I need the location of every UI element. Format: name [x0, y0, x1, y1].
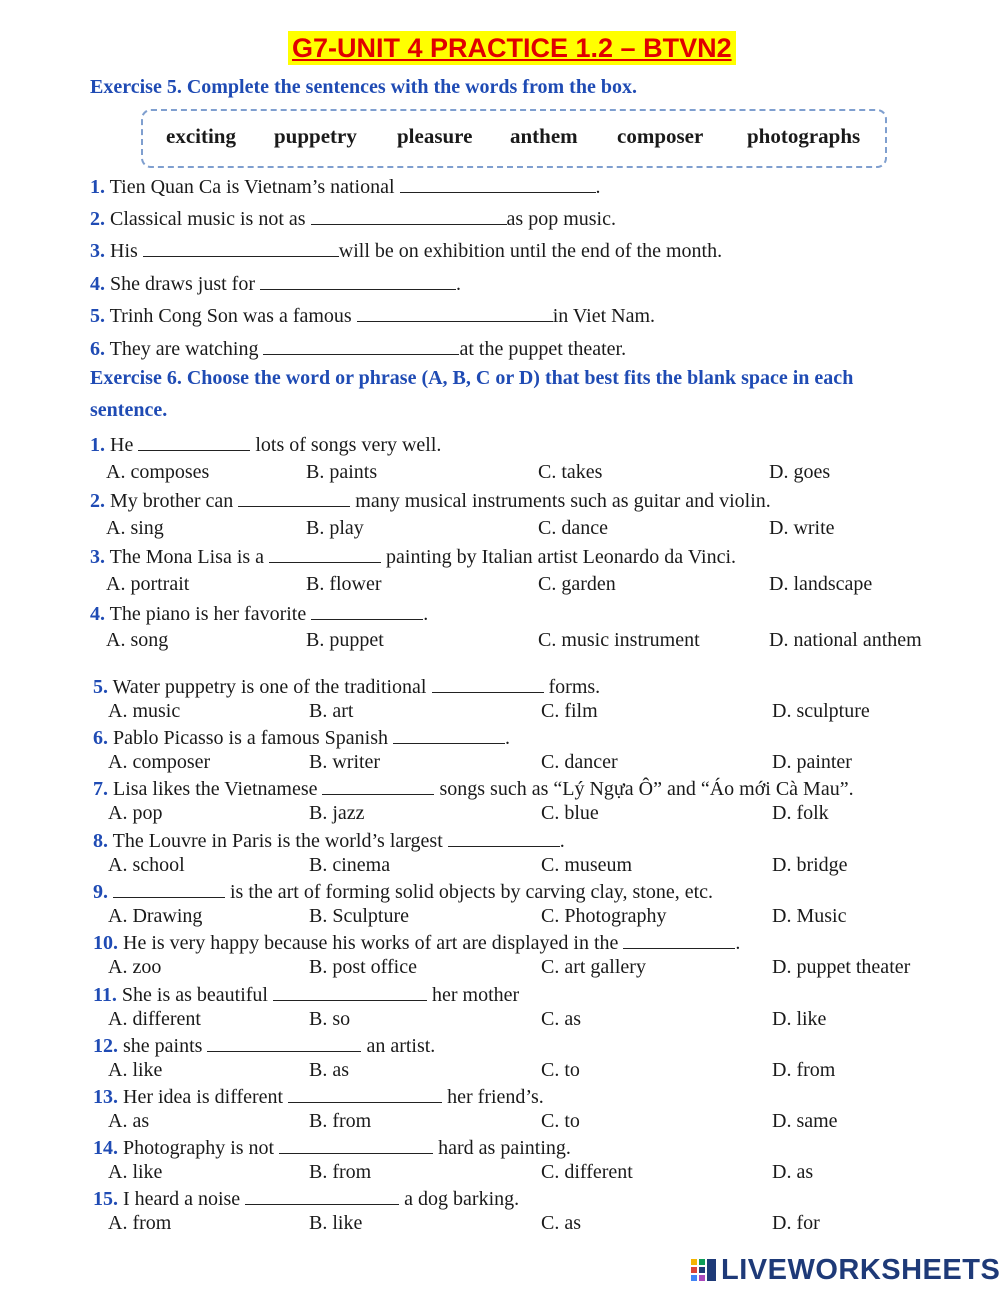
option[interactable]: A. song	[106, 629, 169, 651]
option[interactable]: C. to	[541, 1110, 580, 1132]
word-box-item: pleasure	[397, 124, 473, 148]
question: 1. He lots of songs very well.	[90, 430, 441, 458]
ex5-sentence: 2. Classical music is not as as pop music.	[90, 204, 616, 232]
question: 10. He is very happy because his works of art are displayed in the .	[93, 928, 740, 956]
option[interactable]: D. painter	[772, 751, 852, 773]
option[interactable]: B. like	[309, 1212, 363, 1234]
option[interactable]: C. music instrument	[538, 629, 700, 651]
option[interactable]: C. dance	[538, 517, 608, 539]
option[interactable]: A. like	[108, 1059, 163, 1081]
question: 2. My brother can many musical instruments such as guitar and violin.	[90, 486, 771, 514]
option[interactable]: C. art gallery	[541, 956, 646, 978]
answer-blank[interactable]	[273, 980, 427, 1001]
answer-blank[interactable]	[263, 334, 459, 355]
option[interactable]: C. as	[541, 1008, 581, 1030]
option[interactable]: B. jazz	[309, 802, 365, 824]
answer-blank[interactable]	[288, 1082, 442, 1103]
ex5-sentence: 5. Trinh Cong Son was a famous in Viet Nam.	[90, 301, 655, 329]
answer-blank[interactable]	[432, 672, 544, 693]
answer-blank[interactable]	[138, 430, 250, 451]
word-box-item: exciting	[166, 124, 236, 148]
answer-blank[interactable]	[143, 236, 339, 257]
question: 5. Water puppetry is one of the traditional forms.	[93, 672, 600, 700]
word-box-item: composer	[617, 124, 704, 148]
option[interactable]: D. from	[772, 1059, 836, 1081]
option[interactable]: C. dancer	[541, 751, 618, 773]
answer-blank[interactable]	[322, 774, 434, 795]
exercise-5-heading: Exercise 5. Complete the sentences with the words from the box.	[90, 76, 637, 98]
exercise-6-heading-cont: sentence.	[90, 399, 168, 421]
option[interactable]: A. from	[108, 1212, 172, 1234]
option[interactable]: D. like	[772, 1008, 827, 1030]
answer-blank[interactable]	[279, 1133, 433, 1154]
option[interactable]: A. sing	[106, 517, 164, 539]
option[interactable]: D. as	[772, 1161, 814, 1183]
answer-blank[interactable]	[245, 1184, 399, 1205]
option[interactable]: B. flower	[306, 573, 382, 595]
word-box-item: puppetry	[274, 124, 357, 148]
option[interactable]: C. different	[541, 1161, 633, 1183]
option[interactable]: A. like	[108, 1161, 163, 1183]
option[interactable]: D. Music	[772, 905, 847, 927]
question: 11. She is as beautiful her mother	[93, 980, 519, 1008]
answer-blank[interactable]	[448, 826, 560, 847]
option[interactable]: A. school	[108, 854, 185, 876]
answer-blank[interactable]	[260, 269, 456, 290]
exercise-6-heading: Exercise 6. Choose the word or phrase (A, B, C or D) that best fits the blank space in each	[90, 367, 854, 389]
option[interactable]: A. pop	[108, 802, 163, 824]
option[interactable]: A. zoo	[108, 956, 162, 978]
question: 7. Lisa likes the Vietnamese songs such as “Lý Ngựa Ô” and “Áo mới Cà Mau”.	[93, 774, 854, 802]
page-title: G7-UNIT 4 PRACTICE 1.2 – BTVN2	[288, 31, 736, 65]
option[interactable]: B. play	[306, 517, 364, 539]
option[interactable]: B. paints	[306, 461, 378, 483]
answer-blank[interactable]	[113, 877, 225, 898]
option[interactable]: D. for	[772, 1212, 820, 1234]
option[interactable]: D. same	[772, 1110, 838, 1132]
option[interactable]: C. blue	[541, 802, 599, 824]
option[interactable]: D. sculpture	[772, 700, 870, 722]
option[interactable]: D. landscape	[769, 573, 873, 595]
option[interactable]: D. national anthem	[769, 629, 922, 651]
answer-blank[interactable]	[238, 486, 350, 507]
option[interactable]: B. puppet	[306, 629, 384, 651]
option[interactable]: B. cinema	[309, 854, 391, 876]
option[interactable]: B. from	[309, 1110, 372, 1132]
option[interactable]: B. writer	[309, 751, 381, 773]
question: 6. Pablo Picasso is a famous Spanish .	[93, 723, 510, 751]
ex5-sentence: 4. She draws just for .	[90, 269, 461, 297]
option[interactable]: A. Drawing	[108, 905, 203, 927]
question: 3. The Mona Lisa is a painting by Italian artist Leonardo da Vinci.	[90, 542, 736, 570]
option[interactable]: C. garden	[538, 573, 616, 595]
ex5-sentence: 6. They are watching at the puppet theater.	[90, 334, 626, 362]
option[interactable]: C. to	[541, 1059, 580, 1081]
logo-text: LIVEWORKSHEETS	[721, 1253, 1000, 1286]
option[interactable]: A. composes	[106, 461, 210, 483]
logo-icon	[690, 1256, 718, 1284]
option[interactable]: B. post office	[309, 956, 417, 978]
question: 13. Her idea is different her friend’s.	[93, 1082, 544, 1110]
answer-blank[interactable]	[269, 542, 381, 563]
answer-blank[interactable]	[393, 723, 505, 744]
option[interactable]: B. as	[309, 1059, 349, 1081]
answer-blank[interactable]	[311, 599, 423, 620]
option[interactable]: A. as	[108, 1110, 150, 1132]
option[interactable]: C. as	[541, 1212, 581, 1234]
ex5-sentence: 1. Tien Quan Ca is Vietnam’s national .	[90, 172, 601, 200]
option[interactable]: B. from	[309, 1161, 372, 1183]
answer-blank[interactable]	[400, 172, 596, 193]
option[interactable]: C. Photography	[541, 905, 667, 927]
option[interactable]: A. composer	[108, 751, 211, 773]
option[interactable]: D. goes	[769, 461, 831, 483]
option[interactable]: A. music	[108, 700, 181, 722]
liveworksheets-logo[interactable]	[690, 1253, 1000, 1287]
question: 9. is the art of forming solid objects by carving clay, stone, etc.	[93, 877, 713, 905]
option[interactable]: A. different	[108, 1008, 201, 1030]
ex5-sentence: 3. His will be on exhibition until the end of the month.	[90, 236, 722, 264]
answer-blank[interactable]	[623, 928, 735, 949]
question: 14. Photography is not hard as painting.	[93, 1133, 571, 1161]
option[interactable]: C. museum	[541, 854, 633, 876]
answer-blank[interactable]	[357, 301, 553, 322]
option[interactable]: C. takes	[538, 461, 603, 483]
option[interactable]: A. portrait	[106, 573, 190, 595]
answer-blank[interactable]	[311, 204, 507, 225]
option[interactable]: B. so	[309, 1008, 351, 1030]
option[interactable]: C. film	[541, 700, 598, 722]
option[interactable]: D. write	[769, 517, 835, 539]
question: 12. she paints an artist.	[93, 1031, 435, 1059]
option[interactable]: D. folk	[772, 802, 829, 824]
option[interactable]: D. bridge	[772, 854, 848, 876]
option[interactable]: B. art	[309, 700, 354, 722]
word-box-item: photographs	[747, 124, 861, 148]
answer-blank[interactable]	[207, 1031, 361, 1052]
question: 8. The Louvre in Paris is the world’s largest .	[93, 826, 565, 854]
question: 15. I heard a noise a dog barking.	[93, 1184, 519, 1212]
option[interactable]: B. Sculpture	[309, 905, 409, 927]
question: 4. The piano is her favorite .	[90, 599, 428, 627]
option[interactable]: D. puppet theater	[772, 956, 911, 978]
word-box-item: anthem	[510, 124, 578, 148]
